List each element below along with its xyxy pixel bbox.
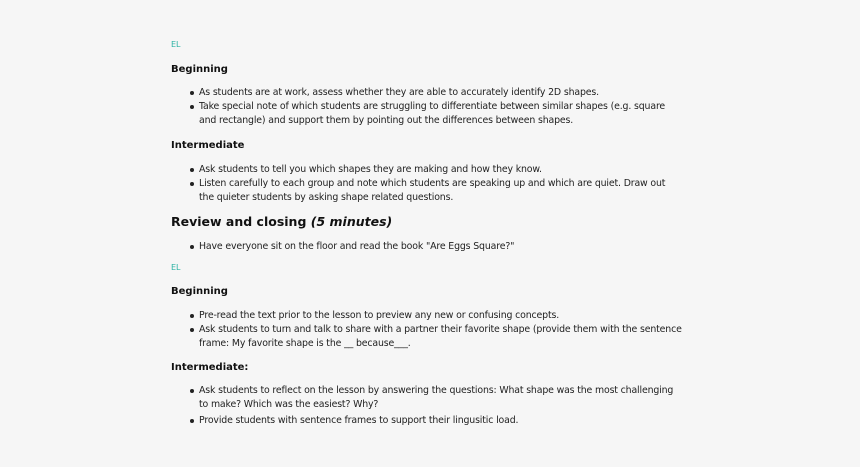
intermediate-heading: Intermediate: — [171, 362, 249, 373]
list-item: Provide students with sentence frames to support their lingusitic load. — [199, 415, 519, 426]
list-item: As students are at work, assess whether they are able to accurately identify 2D shapes. — [199, 87, 599, 98]
list-item: Ask students to tell you which shapes they are making and how they know. — [199, 164, 542, 175]
beginning-heading: Beginning — [171, 64, 228, 75]
list-item: Pre-read the text prior to the lesson to preview any new or confusing concepts. — [199, 310, 560, 321]
intermediate-heading: Intermediate — [171, 140, 245, 151]
el-label: EL — [171, 263, 181, 272]
review-closing-heading: Review and closing (5 minutes) — [171, 214, 393, 229]
list-item: Ask students to reflect on the lesson by answering the questions: What shape was the most challenging to make? Which was the easiest? Why? — [199, 385, 674, 410]
list-item: Ask students to turn and talk to share with a partner their favorite shape (provide them with the sentence frame: My favorite shape is the __ because___. — [199, 324, 682, 349]
list-item: Have everyone sit on the floor and read the book "Are Eggs Square?" — [199, 241, 515, 252]
el-label: EL — [171, 40, 181, 49]
list-item: Take special note of which students are struggling to differentiate between similar shapes (e.g. square and rectangle) and support them by pointing out the differences between shapes. — [199, 101, 666, 126]
beginning-heading: Beginning — [171, 286, 228, 297]
list-item: Listen carefully to each group and note which students are speaking up and which are quiet. Draw out the quieter students by asking shape related questions. — [199, 178, 666, 203]
